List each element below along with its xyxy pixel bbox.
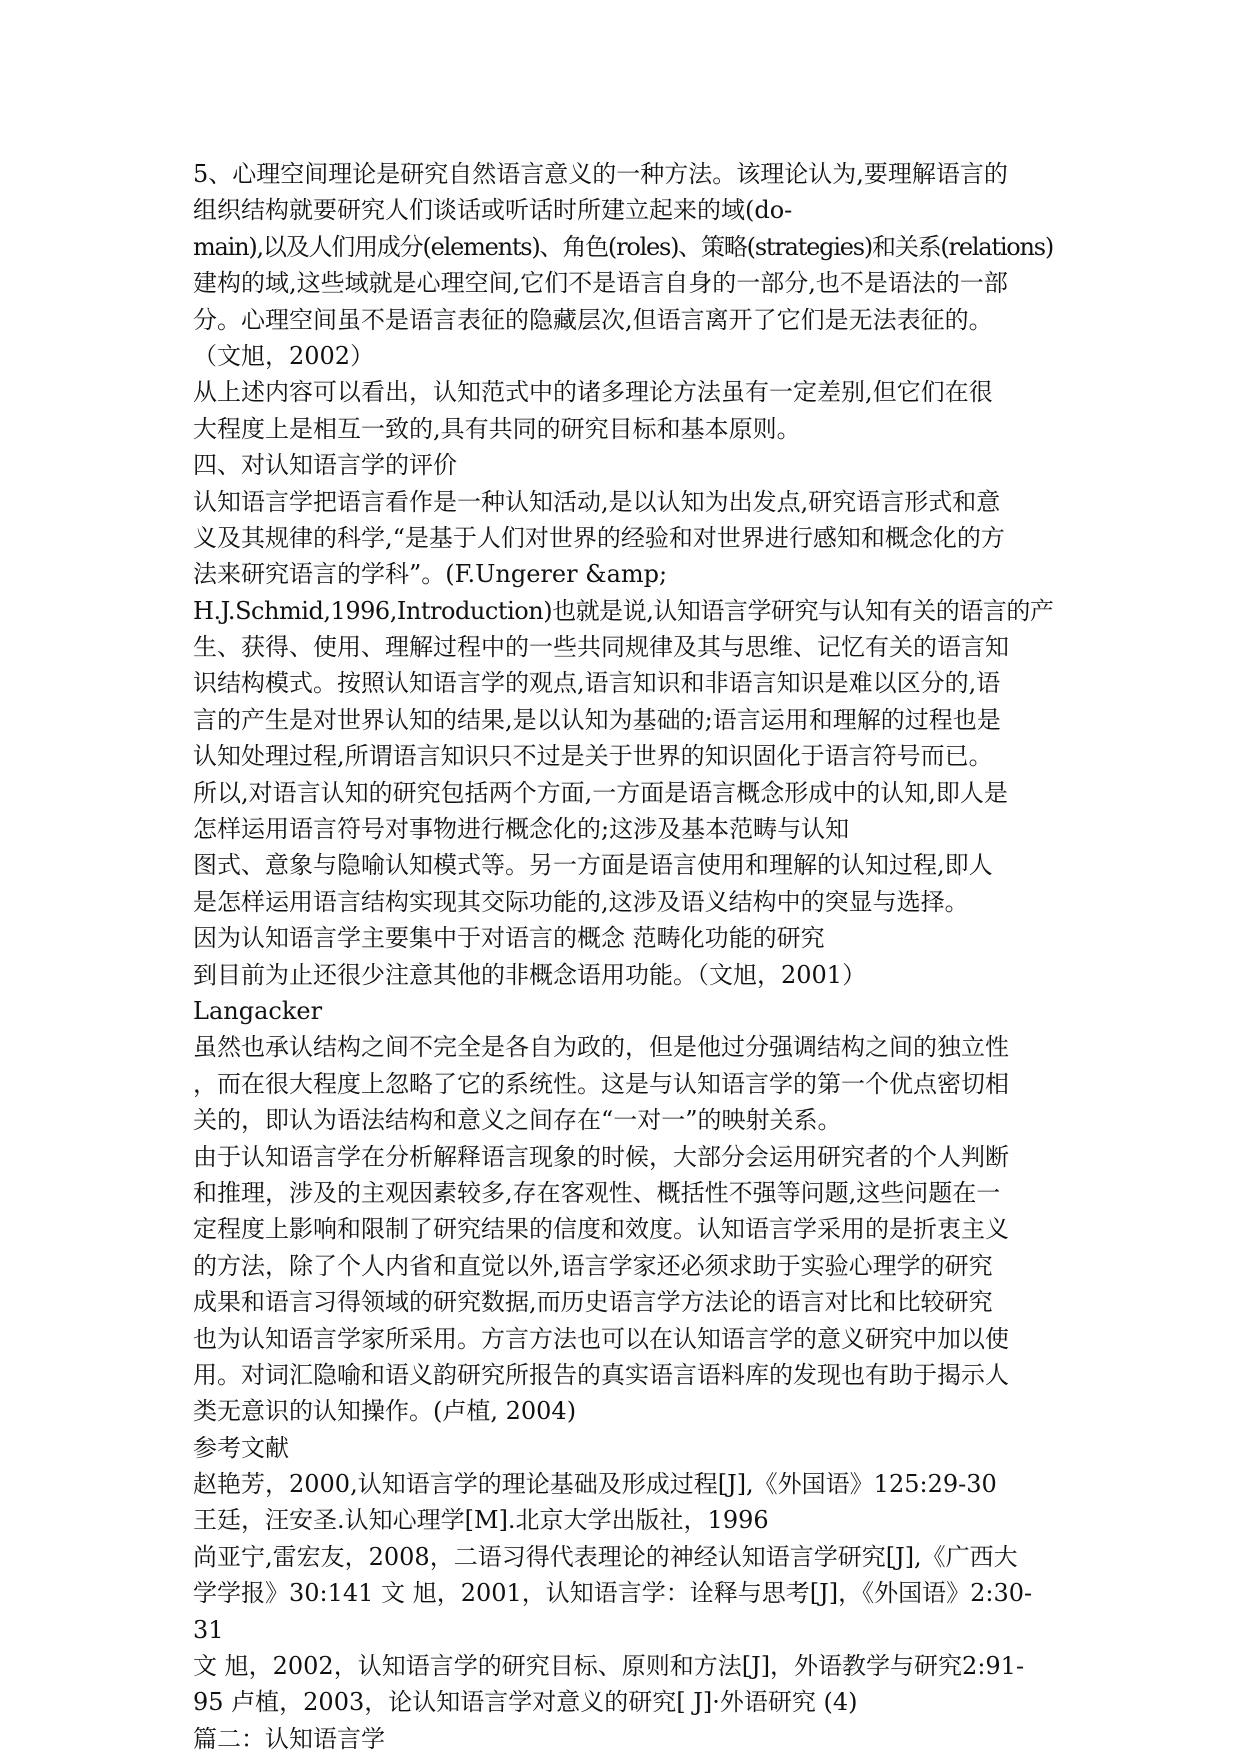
reference-item: 赵艳芳，2000,认知语言学的理论基础及形成过程[J],《外国语》125:29-30 bbox=[193, 1470, 997, 1499]
text-line: 组织结构就要研究人们谈话或听话时所建立起来的域(do- bbox=[193, 196, 793, 225]
text-line: 关的，即认为语法结构和意义之间存在“一对一”的映射关系。 bbox=[193, 1106, 842, 1135]
reference-item: 尚亚宁,雷宏友，2008，二语习得代表理论的神经认知语言学研究[J],《广西大 bbox=[193, 1542, 1018, 1571]
text-line: 义及其规律的科学,“是基于人们对世界的经验和对世界进行感知和概念化的方 bbox=[193, 523, 1005, 552]
text-line: 由于认知语言学在分析解释语言现象的时候，大部分会运用研究者的个人判断 bbox=[193, 1142, 1009, 1171]
text-line: 到目前为止还很少注意其他的非概念语用功能。（文旭，2001） bbox=[193, 960, 867, 989]
text-line: 分。心理空间虽不是语言表征的隐藏层次,但语言离开了它们是无法表征的。 bbox=[193, 305, 993, 334]
text-line: 怎样运用语言符号对事物进行概念化的;这涉及基本范畴与认知 bbox=[193, 815, 850, 844]
text-line: 认知语言学把语言看作是一种认知活动,是以认知为出发点,研究语言形式和意 bbox=[193, 487, 1001, 516]
text-line: 是怎样运用语言结构实现其交际功能的,这涉及语义结构中的突显与选择。 bbox=[193, 887, 969, 916]
text-line: 定程度上影响和限制了研究结果的信度和效度。认知语言学采用的是折衷主义 bbox=[193, 1215, 1009, 1244]
text-line: 从上述内容可以看出，认知范式中的诸多理论方法虽有一定差别,但它们在很 bbox=[193, 378, 993, 407]
text-line: 法来研究语言的学科”。(F.Ungerer &amp; bbox=[193, 560, 668, 589]
text-line: ，而在很大程度上忽略了它的系统性。这是与认知语言学的第一个优点密切相 bbox=[193, 1069, 1009, 1098]
text-line: 5、心理空间理论是研究自然语言意义的一种方法。该理论认为,要理解语言的 bbox=[193, 160, 1008, 188]
text-line: 认知处理过程,所谓语言知识只不过是关于世界的知识固化于语言符号而已。 bbox=[193, 742, 993, 771]
reference-item: 学学报》30:141 文 旭，2001，认知语言学：诠释与思考[J]，《外国语》2:30- bbox=[193, 1579, 1033, 1608]
text-line: 的方法，除了个人内省和直觉以外,语言学家还必须求助于实验心理学的研究 bbox=[193, 1251, 993, 1280]
text-line: Langacker bbox=[193, 996, 323, 1025]
reference-item: 31 bbox=[193, 1615, 224, 1644]
text-line: 类无意识的认知操作。(卢植, 2004) bbox=[193, 1397, 577, 1426]
references-heading: 参考文献 bbox=[193, 1433, 289, 1462]
section-heading: 四、对认知语言学的评价 bbox=[193, 451, 457, 480]
text-line: 识结构模式。按照认知语言学的观点,语言知识和非语言知识是难以区分的,语 bbox=[193, 669, 1001, 698]
text-line: 成果和语言习得领域的研究数据,而历史语言学方法论的语言对比和比较研究 bbox=[193, 1288, 993, 1317]
text-line: 大程度上是相互一致的,具有共同的研究目标和基本原则。 bbox=[193, 414, 801, 443]
document-body bbox=[193, 156, 1053, 1757]
text-line: 言的产生是对世界认知的结果,是以认知为基础的;语言运用和理解的过程也是 bbox=[193, 705, 1001, 734]
citation-line: （文旭，2002） bbox=[193, 341, 375, 370]
section-heading: 篇二：认知语言学 bbox=[193, 1724, 385, 1753]
text-line: main),以及人们用成分(elements)、角色(roles)、策略(strategies)和关系(relations) bbox=[193, 232, 1054, 261]
reference-item: 文 旭，2002，认知语言学的研究目标、原则和方法[J]，外语教学与研究2:91- bbox=[193, 1652, 1025, 1681]
text-line: 生、获得、使用、理解过程中的一些共同规律及其与思维、记忆有关的语言知 bbox=[193, 633, 1009, 662]
text-line: 和推理，涉及的主观因素较多,存在客观性、概括性不强等问题,这些问题在一 bbox=[193, 1178, 1001, 1207]
text-line: H.J.Schmid,1996,Introduction)也就是说,认知语言学研究与认知有关的语言的产 bbox=[193, 596, 1054, 625]
text-line: 因为认知语言学主要集中于对语言的概念 范畴化功能的研究 bbox=[193, 924, 825, 953]
text-line: 用。对词汇隐喻和语义韵研究所报告的真实语言语料库的发现也有助于揭示人 bbox=[193, 1360, 1009, 1389]
text-line: 所以,对语言认知的研究包括两个方面,一方面是语言概念形成中的认知,即人是 bbox=[193, 778, 1008, 807]
text-line: 建构的域,这些域就是心理空间,它们不是语言自身的一部分,也不是语法的一部 bbox=[193, 269, 1008, 298]
reference-item: 95 卢植，2003，论认知语言学对意义的研究[ J]·外语研究 (4) bbox=[193, 1688, 858, 1717]
text-line: 也为认知语言学家所采用。方言方法也可以在认知语言学的意义研究中加以使 bbox=[193, 1324, 1009, 1353]
text-line: 虽然也承认结构之间不完全是各自为政的，但是他过分强调结构之间的独立性 bbox=[193, 1033, 1009, 1062]
text-line: 图式、意象与隐喻认知模式等。另一方面是语言使用和理解的认知过程,即人 bbox=[193, 851, 993, 880]
reference-item: 王廷，汪安圣.认知心理学[M].北京大学出版社，1996 bbox=[193, 1506, 769, 1535]
